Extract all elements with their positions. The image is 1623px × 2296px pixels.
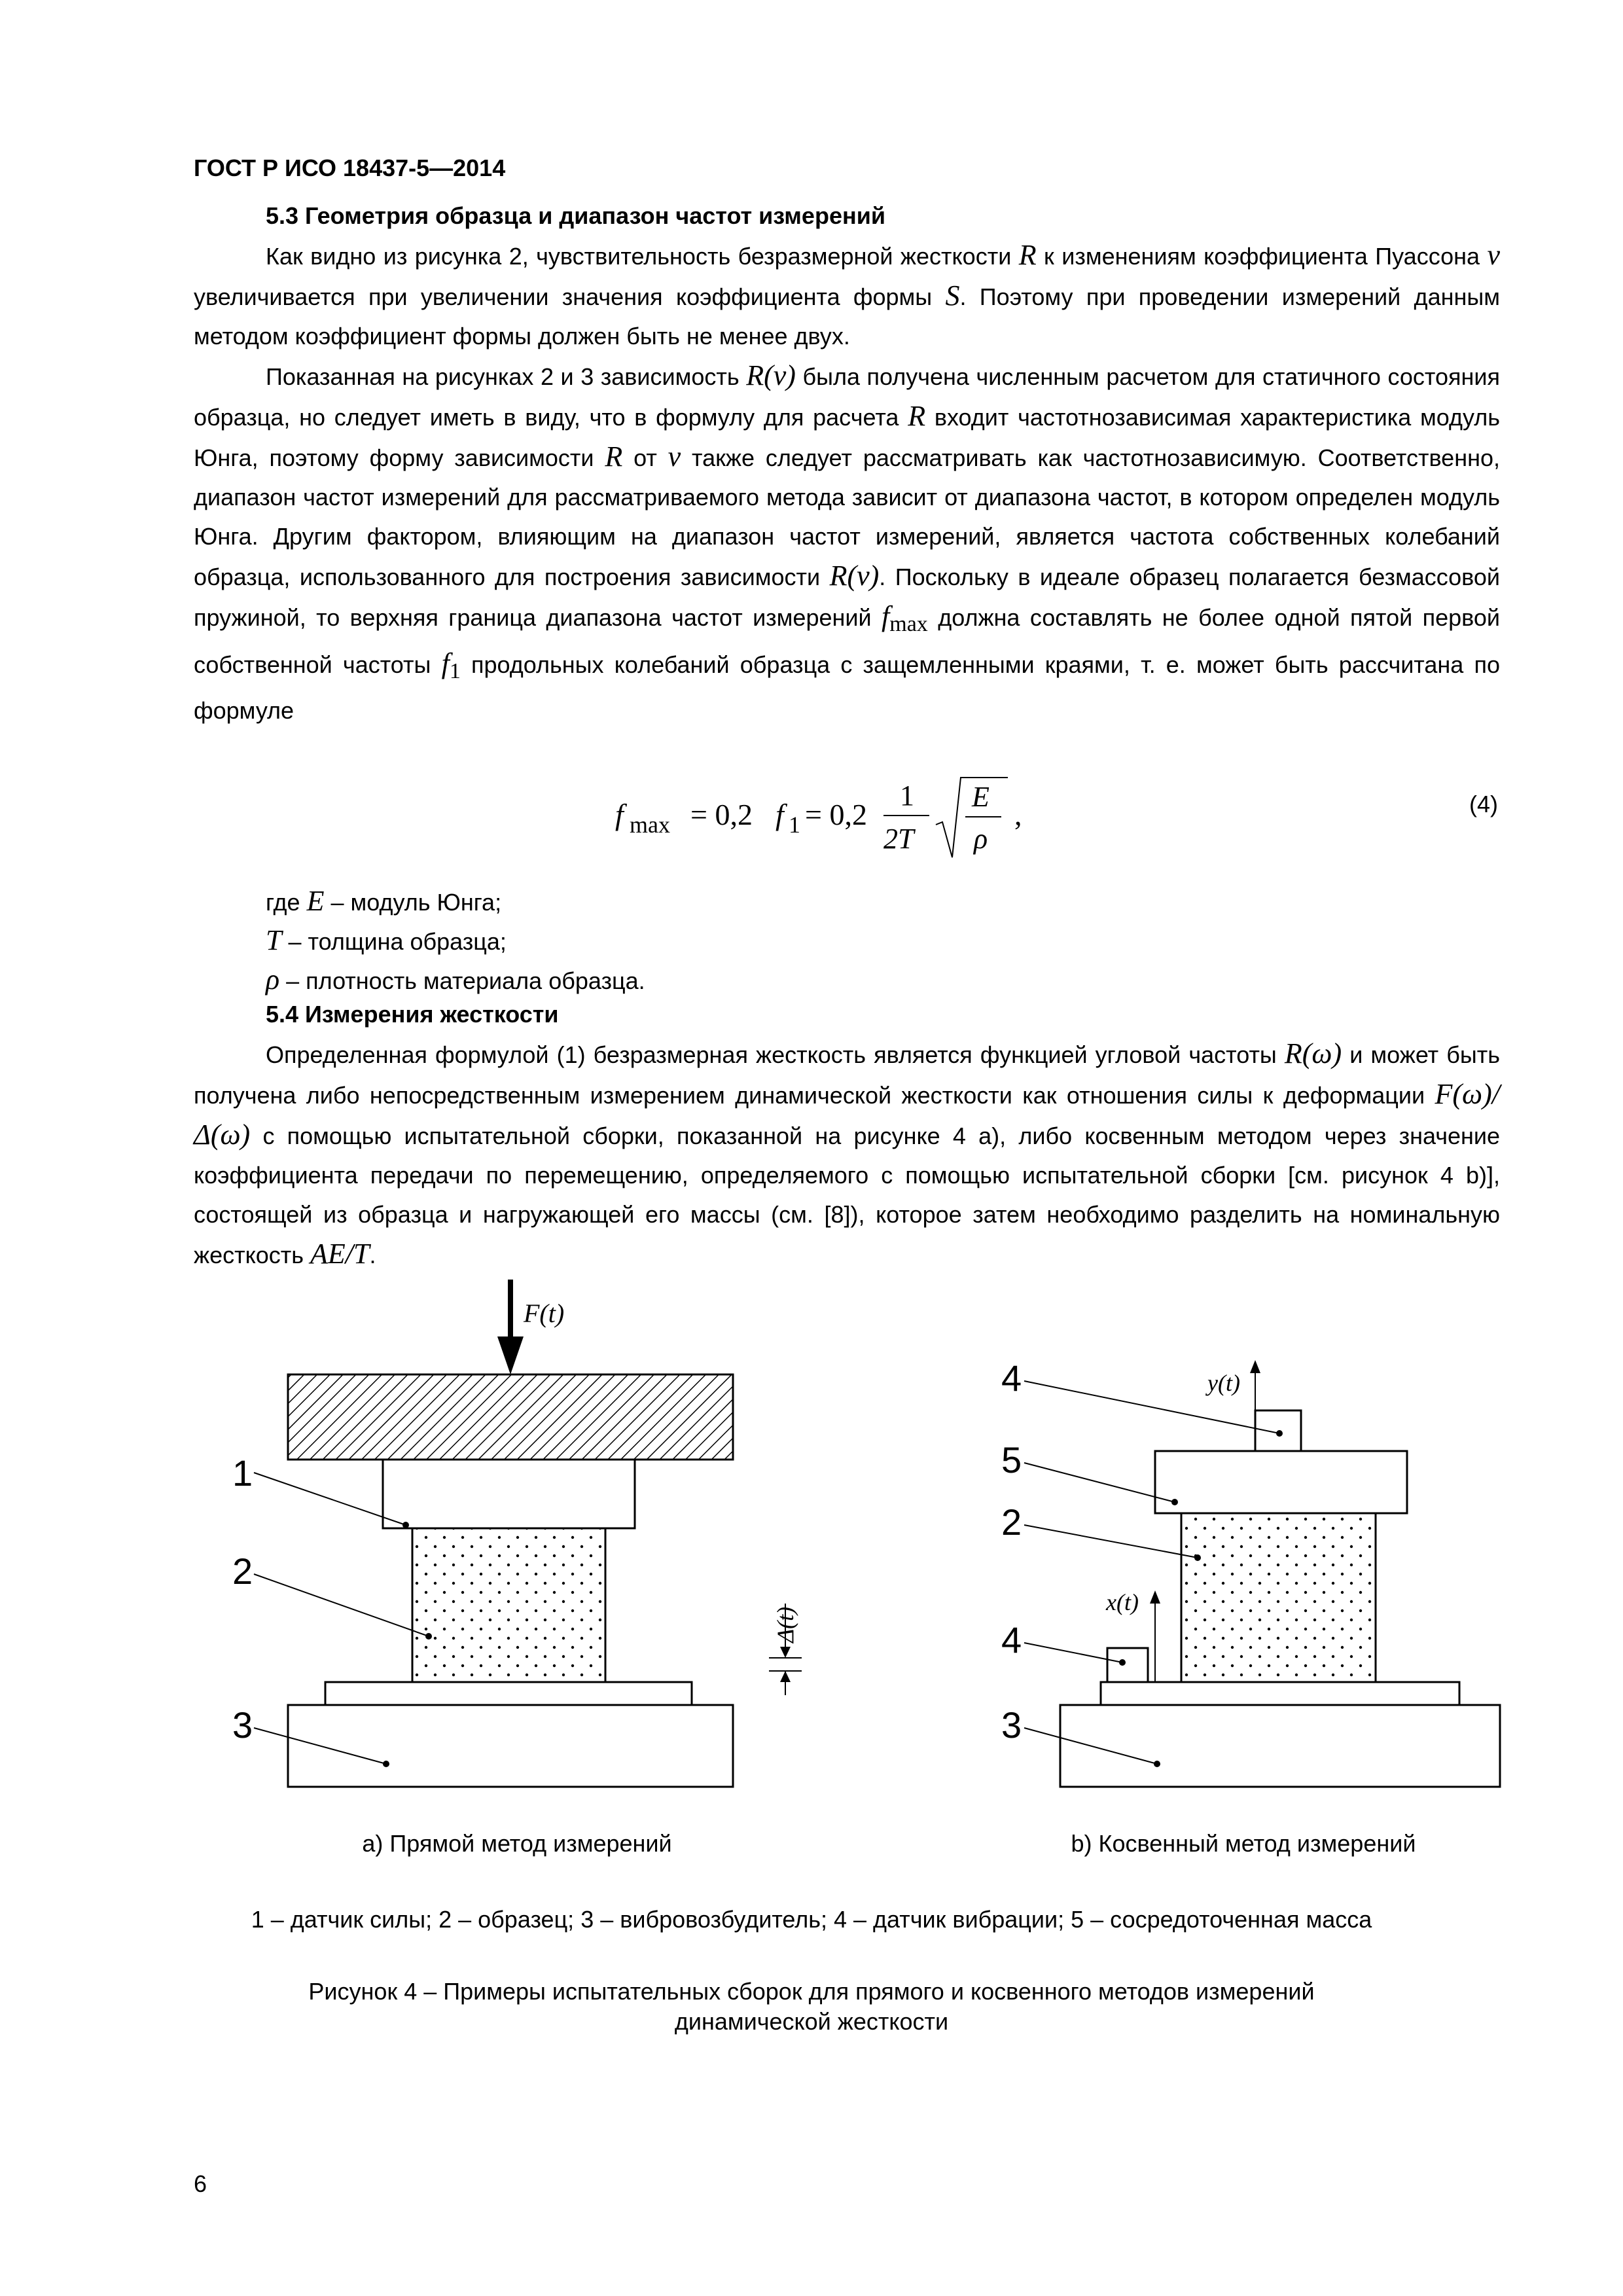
- math-symbol: ν: [1487, 239, 1500, 271]
- section-5-3: [194, 196, 1500, 730]
- paragraph: [194, 236, 1500, 356]
- text-run: с помощью испытательной сборки, показанной на рисунке 4 а), либо косвенным методом через значение коэффициента передачи по перемещению, определяемого с помощью испытательной сборки [см. рисунок 4 b)], состоящей из образца и нагружающей его массы (см. [8]), которое затем необходимо разделить на номинальную жесткость: [194, 1122, 1500, 1268]
- formula-lhs: f: [615, 798, 624, 831]
- callout-label: 3: [232, 1704, 253, 1746]
- specimen: [412, 1528, 605, 1682]
- callout-label: 1: [232, 1452, 253, 1494]
- formula-f1: f: [776, 798, 784, 831]
- subscript: max: [889, 612, 928, 636]
- y-label: y(t): [1207, 1370, 1240, 1396]
- load-plate: [288, 1374, 733, 1460]
- figure-title-line1: Рисунок 4 – Примеры испытательных сборок для прямого и косвенного методов измерений: [308, 1978, 1315, 2005]
- specimen: [1181, 1513, 1376, 1682]
- math-expression: R(ν): [829, 560, 880, 592]
- where-item-text: – толщина образца;: [288, 928, 507, 955]
- math-expression: R(ν): [746, 359, 796, 391]
- paragraph: [194, 356, 1500, 730]
- callout-label: 5: [1001, 1439, 1022, 1480]
- section-heading: 5.3 Геометрия образца и диапазон частот измерений: [266, 202, 885, 229]
- formula-f1-sub: 1: [789, 812, 800, 838]
- where-item-text: – модуль Юнга;: [330, 889, 502, 916]
- formula-eq1: = 0,2: [690, 798, 753, 831]
- base-plate: [325, 1682, 692, 1705]
- document-header: ГОСТ Р ИСО 18437-5—2014: [194, 154, 506, 181]
- text-run: к изменениям коэффициента Пуассона: [1044, 243, 1480, 270]
- figure-legend: 1 – датчик силы; 2 – образец; 3 – вибровозбудитель; 4 – датчик вибрации; 5 – сосредоточенная масса: [251, 1906, 1372, 1933]
- caption-a: а) Прямой метод измерений: [362, 1830, 672, 1857]
- callout-label: 4: [1001, 1619, 1022, 1660]
- callout-dot: [402, 1522, 409, 1528]
- formula-4: [615, 759, 1073, 877]
- callout-dot: [1119, 1659, 1126, 1666]
- text-run: была получена численным расчетом для статичного состояния образца, но следует иметь в виду, что в формулу для расчета: [194, 363, 1500, 431]
- where-item-text: – плотность материала образца.: [286, 967, 645, 994]
- diagram-direct-method: [232, 1280, 802, 1787]
- math-symbol: ρ: [266, 963, 280, 996]
- math-expression: F(ω)/Δ(ω): [194, 1078, 1500, 1151]
- text-run: должна составлять не более одной пятой первой собственной частоты: [194, 604, 1500, 678]
- callout-dot: [1171, 1499, 1178, 1505]
- text-run: . Поэтому при проведении измерений данным методом коэффициент формы должен быть не менее двух.: [194, 283, 1500, 350]
- text-run: . Поскольку в идеале образец полагается безмассовой пружиной, то верхняя граница диапазона частот измерений: [194, 564, 1500, 631]
- diagram-indirect-method: [1001, 1357, 1500, 1787]
- delta-label: Δ(t): [772, 1606, 798, 1643]
- vibration-sensor-base: [1107, 1648, 1148, 1682]
- math-expression: AE/T: [310, 1238, 370, 1270]
- force-arrow-head: [497, 1336, 524, 1374]
- callout-line: [1024, 1525, 1198, 1558]
- callout-line: [1024, 1381, 1279, 1433]
- figure-title-line2: динамической жесткости: [674, 2008, 949, 2035]
- callout-label: 2: [1001, 1501, 1022, 1543]
- force-sensor-block: [383, 1460, 635, 1528]
- math-symbol: S: [945, 279, 960, 312]
- formula-comma: ,: [1014, 798, 1022, 831]
- text-run: продольных колебаний образца с защемленными краями, т. е. может быть рассчитана по формуле: [194, 651, 1501, 724]
- base-plate: [1101, 1682, 1459, 1705]
- callout-line: [1024, 1463, 1175, 1502]
- math-symbol: ν: [668, 440, 681, 473]
- callout-line: [254, 1574, 429, 1636]
- paragraph: [194, 1034, 1500, 1275]
- text-run: Как видно из рисунка 2, чувствительность безразмерной жесткости: [266, 243, 1012, 270]
- text-run: Определенная формулой (1) безразмерная жесткость является функцией угловой частоты: [266, 1041, 1277, 1068]
- math-symbol: R: [1018, 239, 1037, 271]
- figure-4-diagrams: [0, 1276, 1623, 1813]
- text-run: увеличивается при увеличении значения коэффициента формы: [194, 283, 933, 310]
- text-run: от: [633, 444, 657, 471]
- concentrated-mass: [1155, 1451, 1407, 1513]
- callout-dot: [1154, 1761, 1160, 1767]
- formula-rho: ρ: [974, 823, 988, 855]
- math-symbol: E: [306, 885, 325, 917]
- callout-dot: [1276, 1430, 1283, 1437]
- formula-denominator: 2T: [883, 823, 914, 855]
- vibration-exciter: [288, 1705, 733, 1787]
- math-symbol: R: [605, 440, 623, 473]
- subscript: 1: [449, 659, 461, 683]
- symbol-f: f: [882, 600, 890, 632]
- force-label: F(t): [524, 1299, 565, 1328]
- formula-numerator: 1: [900, 780, 914, 812]
- x-arrow-head: [1150, 1590, 1160, 1604]
- callout-label: 2: [232, 1551, 253, 1592]
- x-label: x(t): [1106, 1589, 1139, 1615]
- math-expression: R(ω): [1284, 1037, 1342, 1069]
- math-symbol: [441, 647, 461, 683]
- where-label: где: [266, 889, 300, 916]
- callout-dot: [425, 1633, 432, 1640]
- caption-b: b) Косвенный метод измерений: [1071, 1830, 1416, 1857]
- math-symbol: [882, 600, 928, 636]
- callout-dot: [1194, 1554, 1201, 1561]
- formula-eq2: = 0,2: [805, 798, 867, 831]
- symbol-f: f: [441, 647, 450, 679]
- page-number: 6: [194, 2170, 207, 2197]
- y-arrow-head: [1250, 1360, 1260, 1373]
- section-5-4: [194, 995, 1500, 1275]
- text-run: .: [369, 1242, 376, 1268]
- math-symbol: R: [908, 400, 926, 432]
- text-run: входит частотнозависимая характеристика модуль Юнга, поэтому форму зависимости: [194, 404, 1500, 471]
- callout-label: 3: [1001, 1704, 1022, 1746]
- vibration-exciter: [1060, 1705, 1500, 1787]
- text-run: и может быть получена либо непосредственным измерением динамической жесткости как отношения силы к деформации: [194, 1041, 1500, 1109]
- callout-label: 4: [1001, 1357, 1022, 1399]
- math-symbol: T: [266, 924, 282, 956]
- section-heading: 5.4 Измерения жесткости: [266, 1001, 559, 1028]
- where-list: [194, 882, 645, 1000]
- formula-lhs-sub: max: [630, 812, 670, 838]
- text-run: Показанная на рисунках 2 и 3 зависимость: [266, 363, 740, 390]
- callout-dot: [383, 1761, 389, 1767]
- dimension-arrow: [780, 1671, 791, 1682]
- dimension-arrow: [780, 1647, 791, 1658]
- formula-E: E: [972, 781, 990, 813]
- equation-number: (4): [1469, 791, 1498, 817]
- text-run: также следует рассматривать как частотнозависимую. Соответственно, диапазон частот измерений для рассматриваемого метода зависит от диапазона частот, в котором определен модуль Юнга. Другим фактором, влияющим на диапазон частот измерений, является частота собственных колебаний образца, использованного для построения зависимости: [194, 444, 1500, 590]
